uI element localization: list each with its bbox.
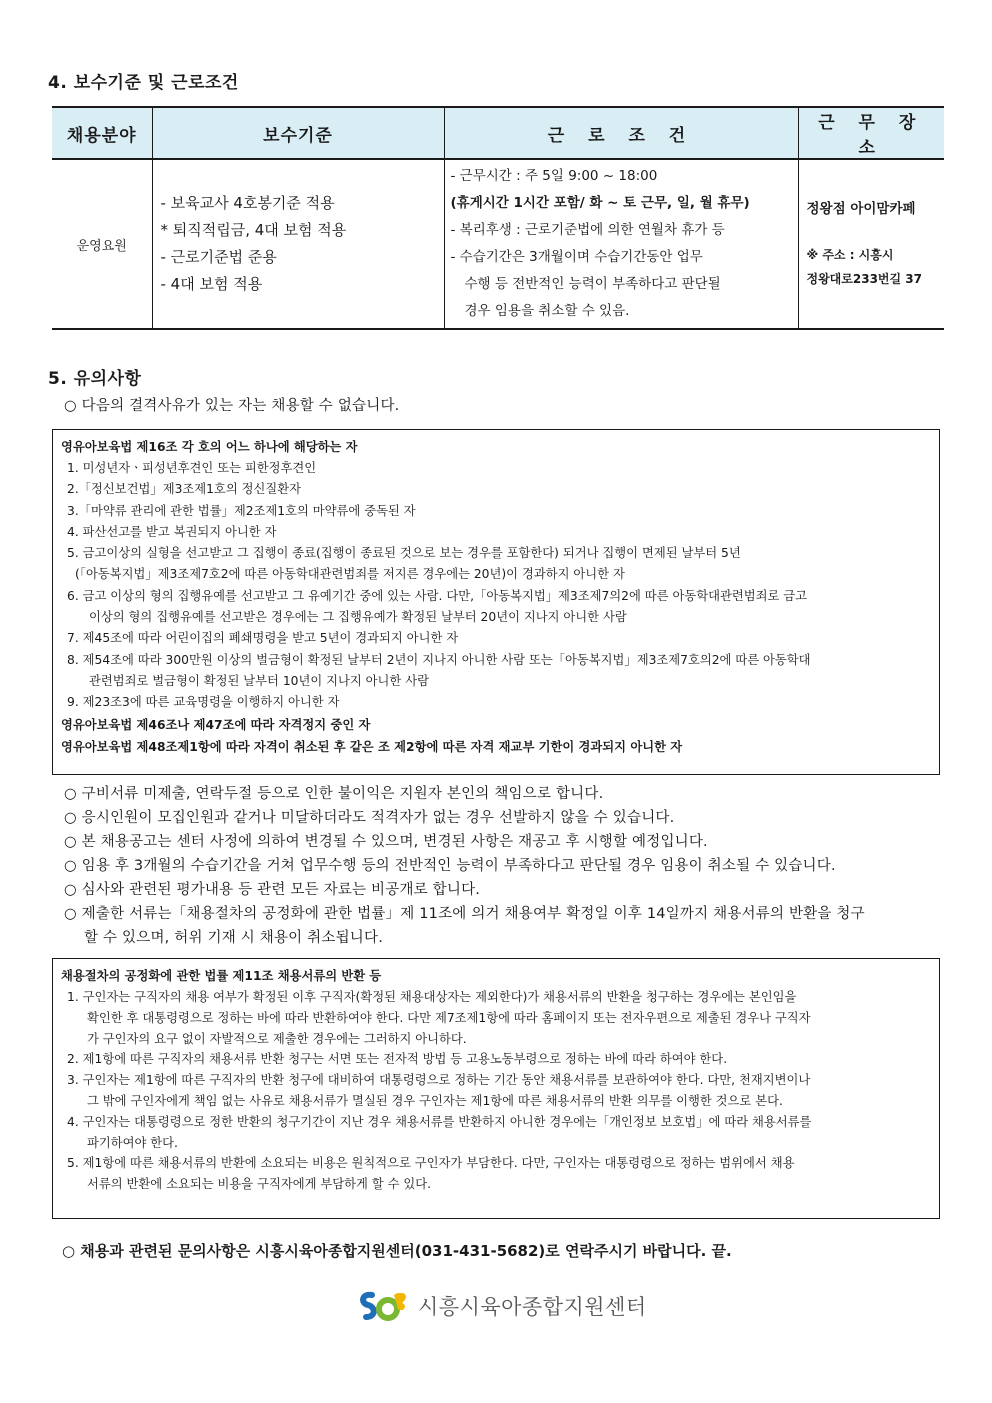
work-line: - 근무시간 : 주 5일 9:00 ~ 18:00 — [450, 168, 658, 184]
place-address: ※ 주소 : 시흥시 — [806, 248, 894, 262]
list-item: 5. 금고이상의 실형을 선고받고 그 집행이 종료(집행이 종료된 것으로 보는 경우를 포함한다) 되거나 집행이 면제된 날부터 5년 — [67, 546, 741, 561]
pay-line: - 근로기준법 준용 — [160, 248, 277, 266]
place-address: 정왕대로233번길 37 — [806, 272, 922, 286]
list-item: 2. 제1항에 따른 구직자의 채용서류 반환 청구는 서면 또는 전자적 방법 등 고용노동부령으로 정하는 바에 따라 하여야 한다. — [67, 1052, 728, 1067]
list-item: 그 밖에 구인자에게 책임 없는 사유로 채용서류가 멸실된 경우 구인자는 제1항에 따른 채용서류의 반환 의무를 이행한 것으로 본다. — [87, 1093, 783, 1108]
list-item: 5. 제1항에 따른 채용서류의 반환에 소요되는 비용은 원칙적으로 구인자가 부담한다. 다만, 구인자는 대통령령으로 정하는 범위에서 채용 — [67, 1156, 795, 1171]
box-bold-line: 영유아보육법 제46조나 제47조에 따라 자격정지 중인 자 — [61, 717, 371, 732]
list-item: 4. 구인자는 대통령령으로 정한 반환의 청구기간이 지난 경우 채용서류를 반환하지 아니한 경우에는「개인정보 보호법」에 따라 채용서류를 — [67, 1114, 812, 1129]
list-item: 확인한 후 대통령령으로 정하는 바에 따라 반환하여야 한다. 다만 제7조제1항에 따라 홈페이지 또는 전자우편으로 제출된 경우나 구직자 — [87, 1010, 811, 1025]
place-cell — [798, 159, 944, 329]
table-header-row — [52, 107, 944, 159]
conditions-cell — [444, 159, 798, 329]
list-item: 3. 구인자는 제1항에 따른 구직자의 반환 청구에 대비하여 대통령령으로 정하는 기간 동안 채용서류를 보관하여야 한다. 다만, 천재지변이나 — [67, 1073, 811, 1088]
pay-line: * 퇴직적립금, 4대 보험 적용 — [160, 221, 347, 239]
notice-item: ○ 임용 후 3개월의 수습기간을 거쳐 업무수행 등의 전반적인 능력이 부족하다고 판단될 경우 임용이 취소될 수 있습니다. — [64, 858, 836, 874]
pay-line: - 4대 보험 적용 — [160, 275, 263, 293]
section-4-title: 4. 보수기준 및 근로조건 — [48, 73, 239, 93]
list-item: (「아동복지법」제3조제7호2에 따른 아동학대관련범죄를 저지른 경우에는 20년)이 경과하지 아니한 자 — [75, 567, 625, 582]
list-item: 3.「마약류 관리에 관한 법률」제2조제1호의 마약류에 중독된 자 — [67, 503, 416, 518]
work-line: - 복리후생 : 근로기준법에 의한 연월차 휴가 등 — [450, 222, 725, 238]
center-logo — [358, 1287, 647, 1325]
header-place: 근 무 장 소 — [798, 107, 944, 159]
list-item: 4. 파산선고를 받고 복권되지 아니한 자 — [67, 524, 277, 539]
work-line: (휴게시간 1시간 포함/ 화 ~ 토 근무, 일, 월 휴무) — [450, 195, 750, 211]
header-conditions: 근 로 조 건 — [444, 107, 798, 159]
notice-item: 할 수 있으며, 허위 기재 시 채용이 취소됩니다. — [84, 930, 384, 946]
pay-conditions-table — [52, 106, 944, 330]
list-item: 파기하여야 한다. — [87, 1135, 178, 1150]
notice-item: ○ 본 채용공고는 센터 사정에 의하여 변경될 수 있으며, 변경된 사항은 재공고 후 시행할 예정입니다. — [64, 834, 708, 850]
table-row — [52, 159, 944, 329]
center-logo-icon — [358, 1287, 412, 1325]
notice-item: ○ 응시인원이 모집인원과 같거나 미달하더라도 적격자가 없는 경우 선발하지 않을 수 있습니다. — [64, 810, 675, 826]
pay-cell — [152, 159, 444, 329]
list-item: 관련범죄로 벌금형이 확정된 날부터 10년이 지나지 아니한 사람 — [89, 673, 429, 688]
work-line: 경우 임용을 취소할 수 있음. — [464, 303, 630, 319]
inquiry-note: ○ 채용과 관련된 문의사항은 시흥시육아종합지원센터(031-431-5682)로 연락주시기 바랍니다. 끝. — [62, 1242, 732, 1260]
list-item: 7. 제45조에 따라 어린이집의 폐쇄명령을 받고 5년이 경과되지 아니한 자 — [67, 631, 459, 646]
place-name: 정왕점 아이맘카페 — [806, 201, 916, 217]
pay-line: - 보육교사 4호봉기준 적용 — [160, 194, 335, 212]
notice-item: ○ 구비서류 미제출, 연락두절 등으로 인한 불이익은 지원자 본인의 책임으로 합니다. — [64, 786, 604, 802]
section-5-title: 5. 유의사항 — [48, 369, 142, 389]
work-line: - 수습기간은 3개월이며 수습기간동안 업무 — [450, 249, 703, 265]
list-item: 이상의 형의 집행유예를 선고받은 경우에는 그 집행유예가 확정된 날부터 20년이 지나지 아니한 사람 — [89, 610, 627, 625]
list-item: 8. 제54조에 따라 300만원 이상의 벌금형이 확정된 날부터 2년이 지나지 아니한 사람 또는「아동복지법」제3조제7호의2에 따른 아동학대 — [67, 652, 811, 667]
notice-item: ○ 제출한 서류는「채용절차의 공정화에 관한 법률」제 11조에 의거 채용여부 확정일 이후 14일까지 채용서류의 반환을 청구 — [64, 906, 865, 922]
notice-item: ○ 심사와 관련된 평가내용 등 관련 모든 자료는 비공개로 합니다. — [64, 882, 481, 898]
disqualification-box — [52, 429, 940, 775]
notice-intro: ○ 다음의 결격사유가 있는 자는 채용할 수 없습니다. — [64, 398, 400, 414]
work-line: 수행 등 전반적인 능력이 부족하다고 판단될 — [464, 276, 721, 292]
list-item: 가 구인자의 요구 없이 자발적으로 제출한 경우에는 그러하지 아니하다. — [87, 1031, 467, 1046]
list-item: 2.「정신보건법」제3조제1호의 정신질환자 — [67, 482, 302, 497]
list-item: 1. 미성년자ㆍ피성년후견인 또는 피한정후견인 — [67, 461, 317, 475]
list-item: 6. 금고 이상의 형의 집행유예를 선고받고 그 유예기간 중에 있는 사람. 다만,「아동복지법」제3조제7의2에 따른 아동학대관련범죄로 금고 — [67, 588, 808, 603]
list-item: 9. 제23조3에 따른 교육명령을 이행하지 아니한 자 — [67, 695, 340, 710]
list-item: 1. 구인자는 구직자의 채용 여부가 확정된 이후 구직자(확정된 채용대상자는 제외한다)가 채용서류의 반환을 청구하는 경우에는 본인임을 — [67, 990, 797, 1004]
header-field: 채용분야 — [52, 107, 152, 159]
center-logo-text: 시흥시육아종합지원센터 — [418, 1295, 647, 1319]
field-cell: 운영요원 — [52, 159, 152, 329]
box-title: 영유아보육법 제16조 각 호의 어느 하나에 해당하는 자 — [61, 440, 358, 454]
document-return-box — [52, 958, 940, 1219]
box-bold-line: 영유아보육법 제48조제1항에 따라 자격이 취소된 후 같은 조 제2항에 따른 자격 재교부 기한이 경과되지 아니한 자 — [61, 739, 683, 754]
list-item: 서류의 반환에 소요되는 비용을 구직자에게 부담하게 할 수 있다. — [87, 1177, 432, 1192]
box-title: 채용절차의 공정화에 관한 법률 제11조 채용서류의 반환 등 — [61, 969, 382, 983]
header-pay: 보수기준 — [152, 107, 444, 159]
